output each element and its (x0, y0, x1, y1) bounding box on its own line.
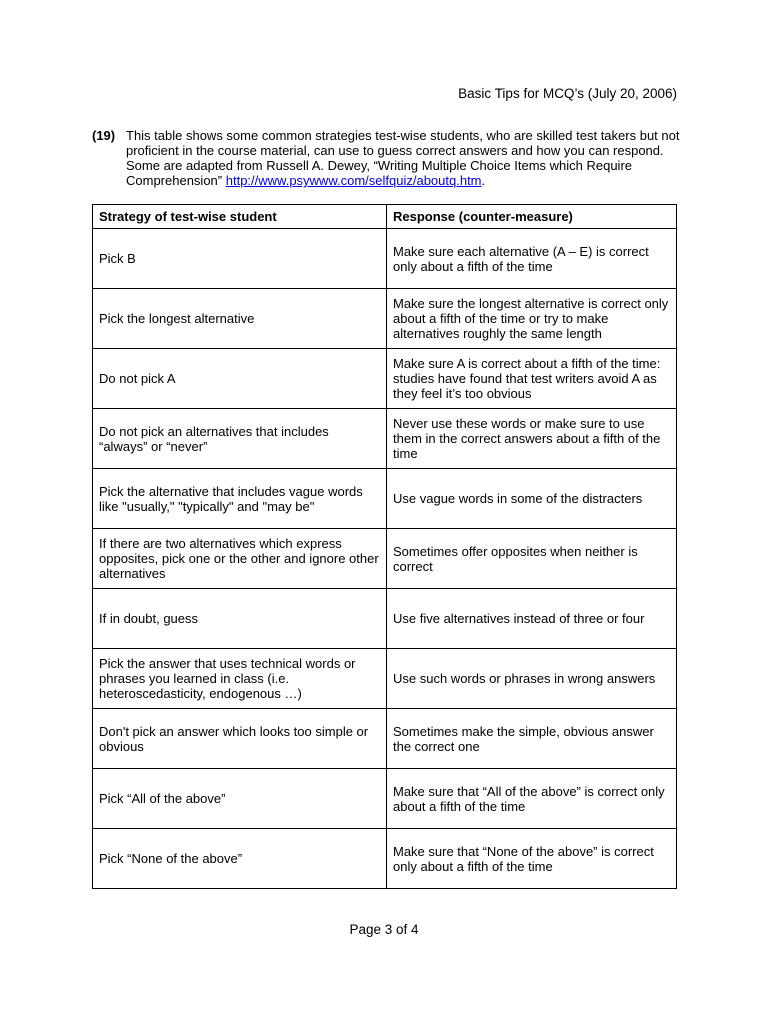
table-row (93, 649, 677, 709)
strategy-cell: Do not pick A (93, 349, 387, 409)
response-cell: Make sure that “All of the above” is correct only about a fifth of the time (387, 769, 677, 829)
strategy-cell: Do not pick an alternatives that includes “always” or “never” (93, 409, 387, 469)
page-number: Page 3 of 4 (349, 922, 419, 937)
table-header-row (93, 205, 677, 229)
column-header-response: Response (counter-measure) (387, 205, 677, 229)
response-cell: Sometimes make the simple, obvious answer the correct one (387, 709, 677, 769)
strategy-cell: Pick the answer that uses technical words or phrases you learned in class (i.e. heteroscedasticity, endogenous …) (93, 649, 387, 709)
table-row (93, 589, 677, 649)
intro-trailing: . (481, 173, 486, 188)
response-cell: Make sure A is correct about a fifth of the time: studies have found that test writers avoid A as they feel it’s too obvious (387, 349, 677, 409)
reference-link[interactable]: http://www.psywww.com/selfquiz/aboutq.htm (225, 173, 482, 188)
item-number: (19) (92, 128, 116, 143)
strategy-cell: If there are two alternatives which express opposites, pick one or the other and ignore other alternatives (93, 529, 387, 589)
table-row (93, 529, 677, 589)
response-cell: Use five alternatives instead of three or four (387, 589, 677, 649)
table-row (93, 709, 677, 769)
strategy-cell: Pick B (93, 229, 387, 289)
table-row (93, 409, 677, 469)
response-cell: Never use these words or make sure to use them in the correct answers about a fifth of the time (387, 409, 677, 469)
response-cell: Make sure each alternative (A – E) is correct only about a fifth of the time (387, 229, 677, 289)
strategies-table (92, 204, 677, 889)
intro-text-block (126, 128, 682, 188)
table-row (93, 229, 677, 289)
document-header: Basic Tips for MCQ’s (July 20, 2006) (458, 86, 677, 101)
response-cell: Use such words or phrases in wrong answers (387, 649, 677, 709)
intro-text: This table shows some common strategies test-wise students, who are skilled test takers but not proficient in the course material, can use to guess correct answers and how you can respond. Some are adapted from Russell A. Dewey, “Writing Multiple Choice Items which Require Comprehension” (126, 128, 680, 188)
intro-paragraph (92, 128, 682, 188)
strategy-cell: Pick the alternative that includes vague words like "usually," "typically" and "may be" (93, 469, 387, 529)
table-row (93, 769, 677, 829)
strategy-cell: If in doubt, guess (93, 589, 387, 649)
table-row (93, 829, 677, 889)
strategy-cell: Pick “None of the above” (93, 829, 387, 889)
table-row (93, 469, 677, 529)
column-header-strategy: Strategy of test-wise student (93, 205, 387, 229)
table-row (93, 349, 677, 409)
strategy-cell: Pick “All of the above” (93, 769, 387, 829)
response-cell: Make sure the longest alternative is correct only about a fifth of the time or try to make alternatives roughly the same length (387, 289, 677, 349)
response-cell: Make sure that “None of the above” is correct only about a fifth of the time (387, 829, 677, 889)
response-cell: Use vague words in some of the distracters (387, 469, 677, 529)
strategy-cell: Don't pick an answer which looks too simple or obvious (93, 709, 387, 769)
response-cell: Sometimes offer opposites when neither is correct (387, 529, 677, 589)
strategy-cell: Pick the longest alternative (93, 289, 387, 349)
table-row (93, 289, 677, 349)
